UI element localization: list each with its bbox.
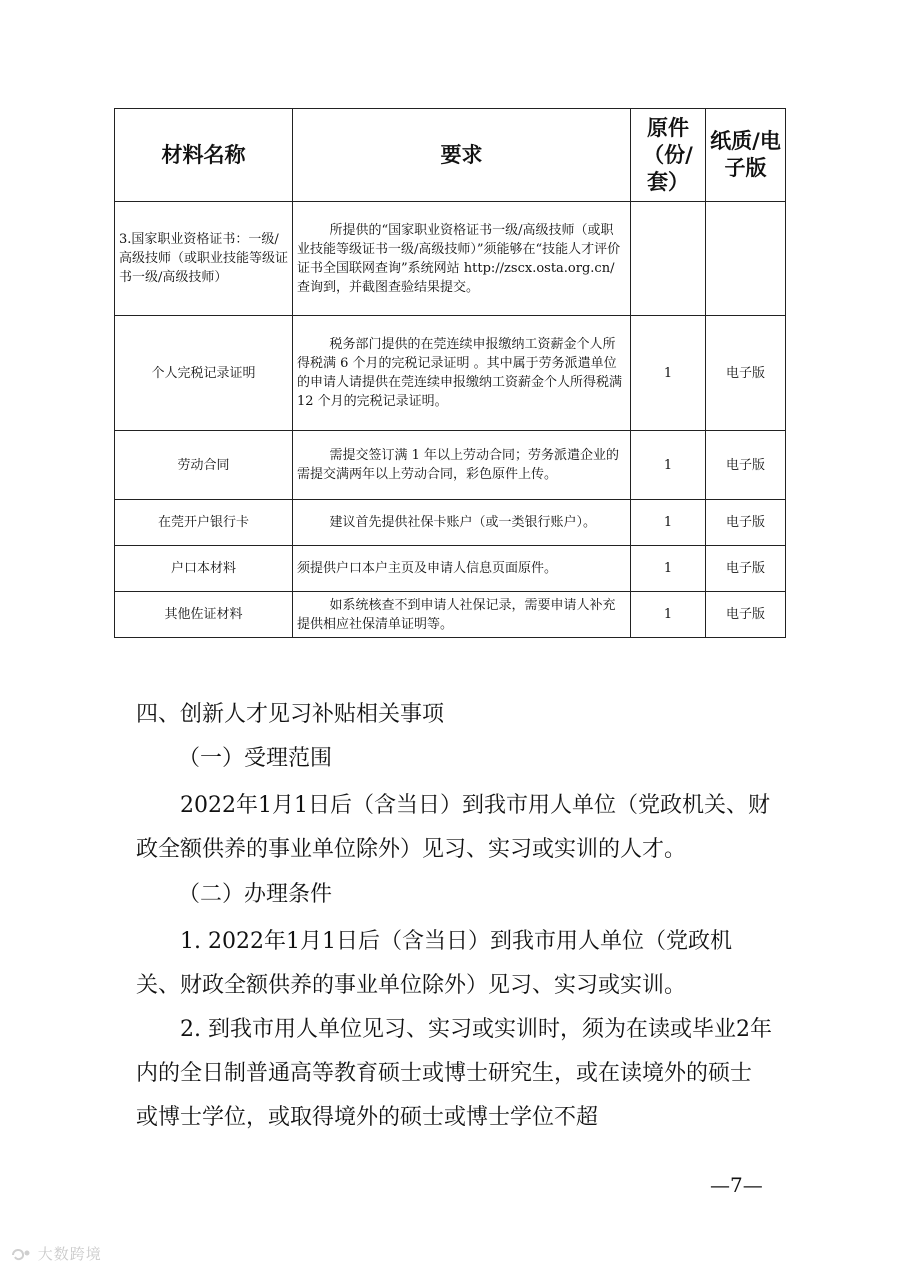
section-title: 四、创新人才见习补贴相关事项 bbox=[136, 702, 445, 727]
cell-requirement: 所提供的“国家职业资格证书一级/高级技师（或职业技能等级证书一级/高级技师）”须能够在“技能人才评价证书全国联网查询”系统网站 http://zscx.osta.org.cn/查询到，并截图查验结果提交。 bbox=[293, 202, 631, 316]
watermark-text: 大数跨境 bbox=[37, 1245, 102, 1263]
header-requirement: 要求 bbox=[293, 109, 631, 202]
header-original-count: 原件（份/套） bbox=[631, 109, 706, 202]
table-header-row bbox=[115, 109, 786, 202]
table-row bbox=[115, 202, 786, 316]
table-row bbox=[115, 546, 786, 592]
cell-requirement: 建议首先提供社保卡账户（或一类银行账户）。 bbox=[293, 500, 631, 546]
cell-count: 1 bbox=[631, 316, 706, 431]
cell-format: 电子版 bbox=[706, 431, 786, 500]
cell-material-name: 其他佐证材料 bbox=[115, 592, 293, 638]
paragraph-scope: 2022年1月1日后（含当日）到我市用人单位（党政机关、财政全额供养的事业单位除外）见习、实习或实训的人才。 bbox=[136, 793, 770, 862]
table-row bbox=[115, 592, 786, 638]
cell-material-name: 在莞开户银行卡 bbox=[115, 500, 293, 546]
watermark-logo-icon bbox=[10, 1246, 32, 1264]
table-row bbox=[115, 316, 786, 431]
header-format: 纸质/电子版 bbox=[706, 109, 786, 202]
paragraph-condition-2: 2. 到我市用人单位见习、实习或实训时，须为在读或毕业2年内的全日制普通高等教育硕士或博士研究生，或在读境外的硕士或博士学位，或取得境外的硕士或博士学位不超 bbox=[136, 1017, 772, 1130]
cell-requirement: 税务部门提供的在莞连续申报缴纳工资薪金个人所得税满 6 个月的完税记录证明 。其中属于劳务派遣单位的申请人请提供在莞连续申报缴纳工资薪金个人所得税满 12 个月的完税记录证明。 bbox=[293, 316, 631, 431]
subsection-scope: （一）受理范围 bbox=[178, 746, 333, 771]
cell-requirement: 需提交签订满 1 年以上劳动合同；劳务派遣企业的需提交满两年以上劳动合同，彩色原件上传。 bbox=[293, 431, 631, 500]
header-material-name: 材料名称 bbox=[115, 109, 293, 202]
cell-material-name: 户口本材料 bbox=[115, 546, 293, 592]
paragraph-condition-1: 1. 2022年1月1日后（含当日）到我市用人单位（党政机关、财政全额供养的事业单位除外）见习、实习或实训。 bbox=[136, 929, 732, 998]
cell-material-name: 3.国家职业资格证书：一级/高级技师（或职业技能等级证书一级/高级技师） bbox=[115, 202, 293, 316]
table-row bbox=[115, 500, 786, 546]
cell-format bbox=[706, 202, 786, 316]
cell-material-name: 个人完税记录证明 bbox=[115, 316, 293, 431]
cell-format: 电子版 bbox=[706, 500, 786, 546]
cell-count: 1 bbox=[631, 500, 706, 546]
cell-requirement: 如系统核查不到申请人社保记录，需要申请人补充提供相应社保清单证明等。 bbox=[293, 592, 631, 638]
cell-format: 电子版 bbox=[706, 592, 786, 638]
cell-count: 1 bbox=[631, 431, 706, 500]
cell-requirement: 须提供户口本户主页及申请人信息页面原件。 bbox=[293, 546, 631, 592]
cell-count: 1 bbox=[631, 546, 706, 592]
cell-count: 1 bbox=[631, 592, 706, 638]
cell-count bbox=[631, 202, 706, 316]
cell-material-name: 劳动合同 bbox=[115, 431, 293, 500]
cell-format: 电子版 bbox=[706, 546, 786, 592]
watermark bbox=[10, 1243, 102, 1264]
table-row bbox=[115, 431, 786, 500]
materials-table bbox=[114, 108, 786, 638]
subsection-conditions: （二）办理条件 bbox=[178, 882, 333, 907]
page-number: —7— bbox=[710, 1173, 763, 1197]
cell-format: 电子版 bbox=[706, 316, 786, 431]
